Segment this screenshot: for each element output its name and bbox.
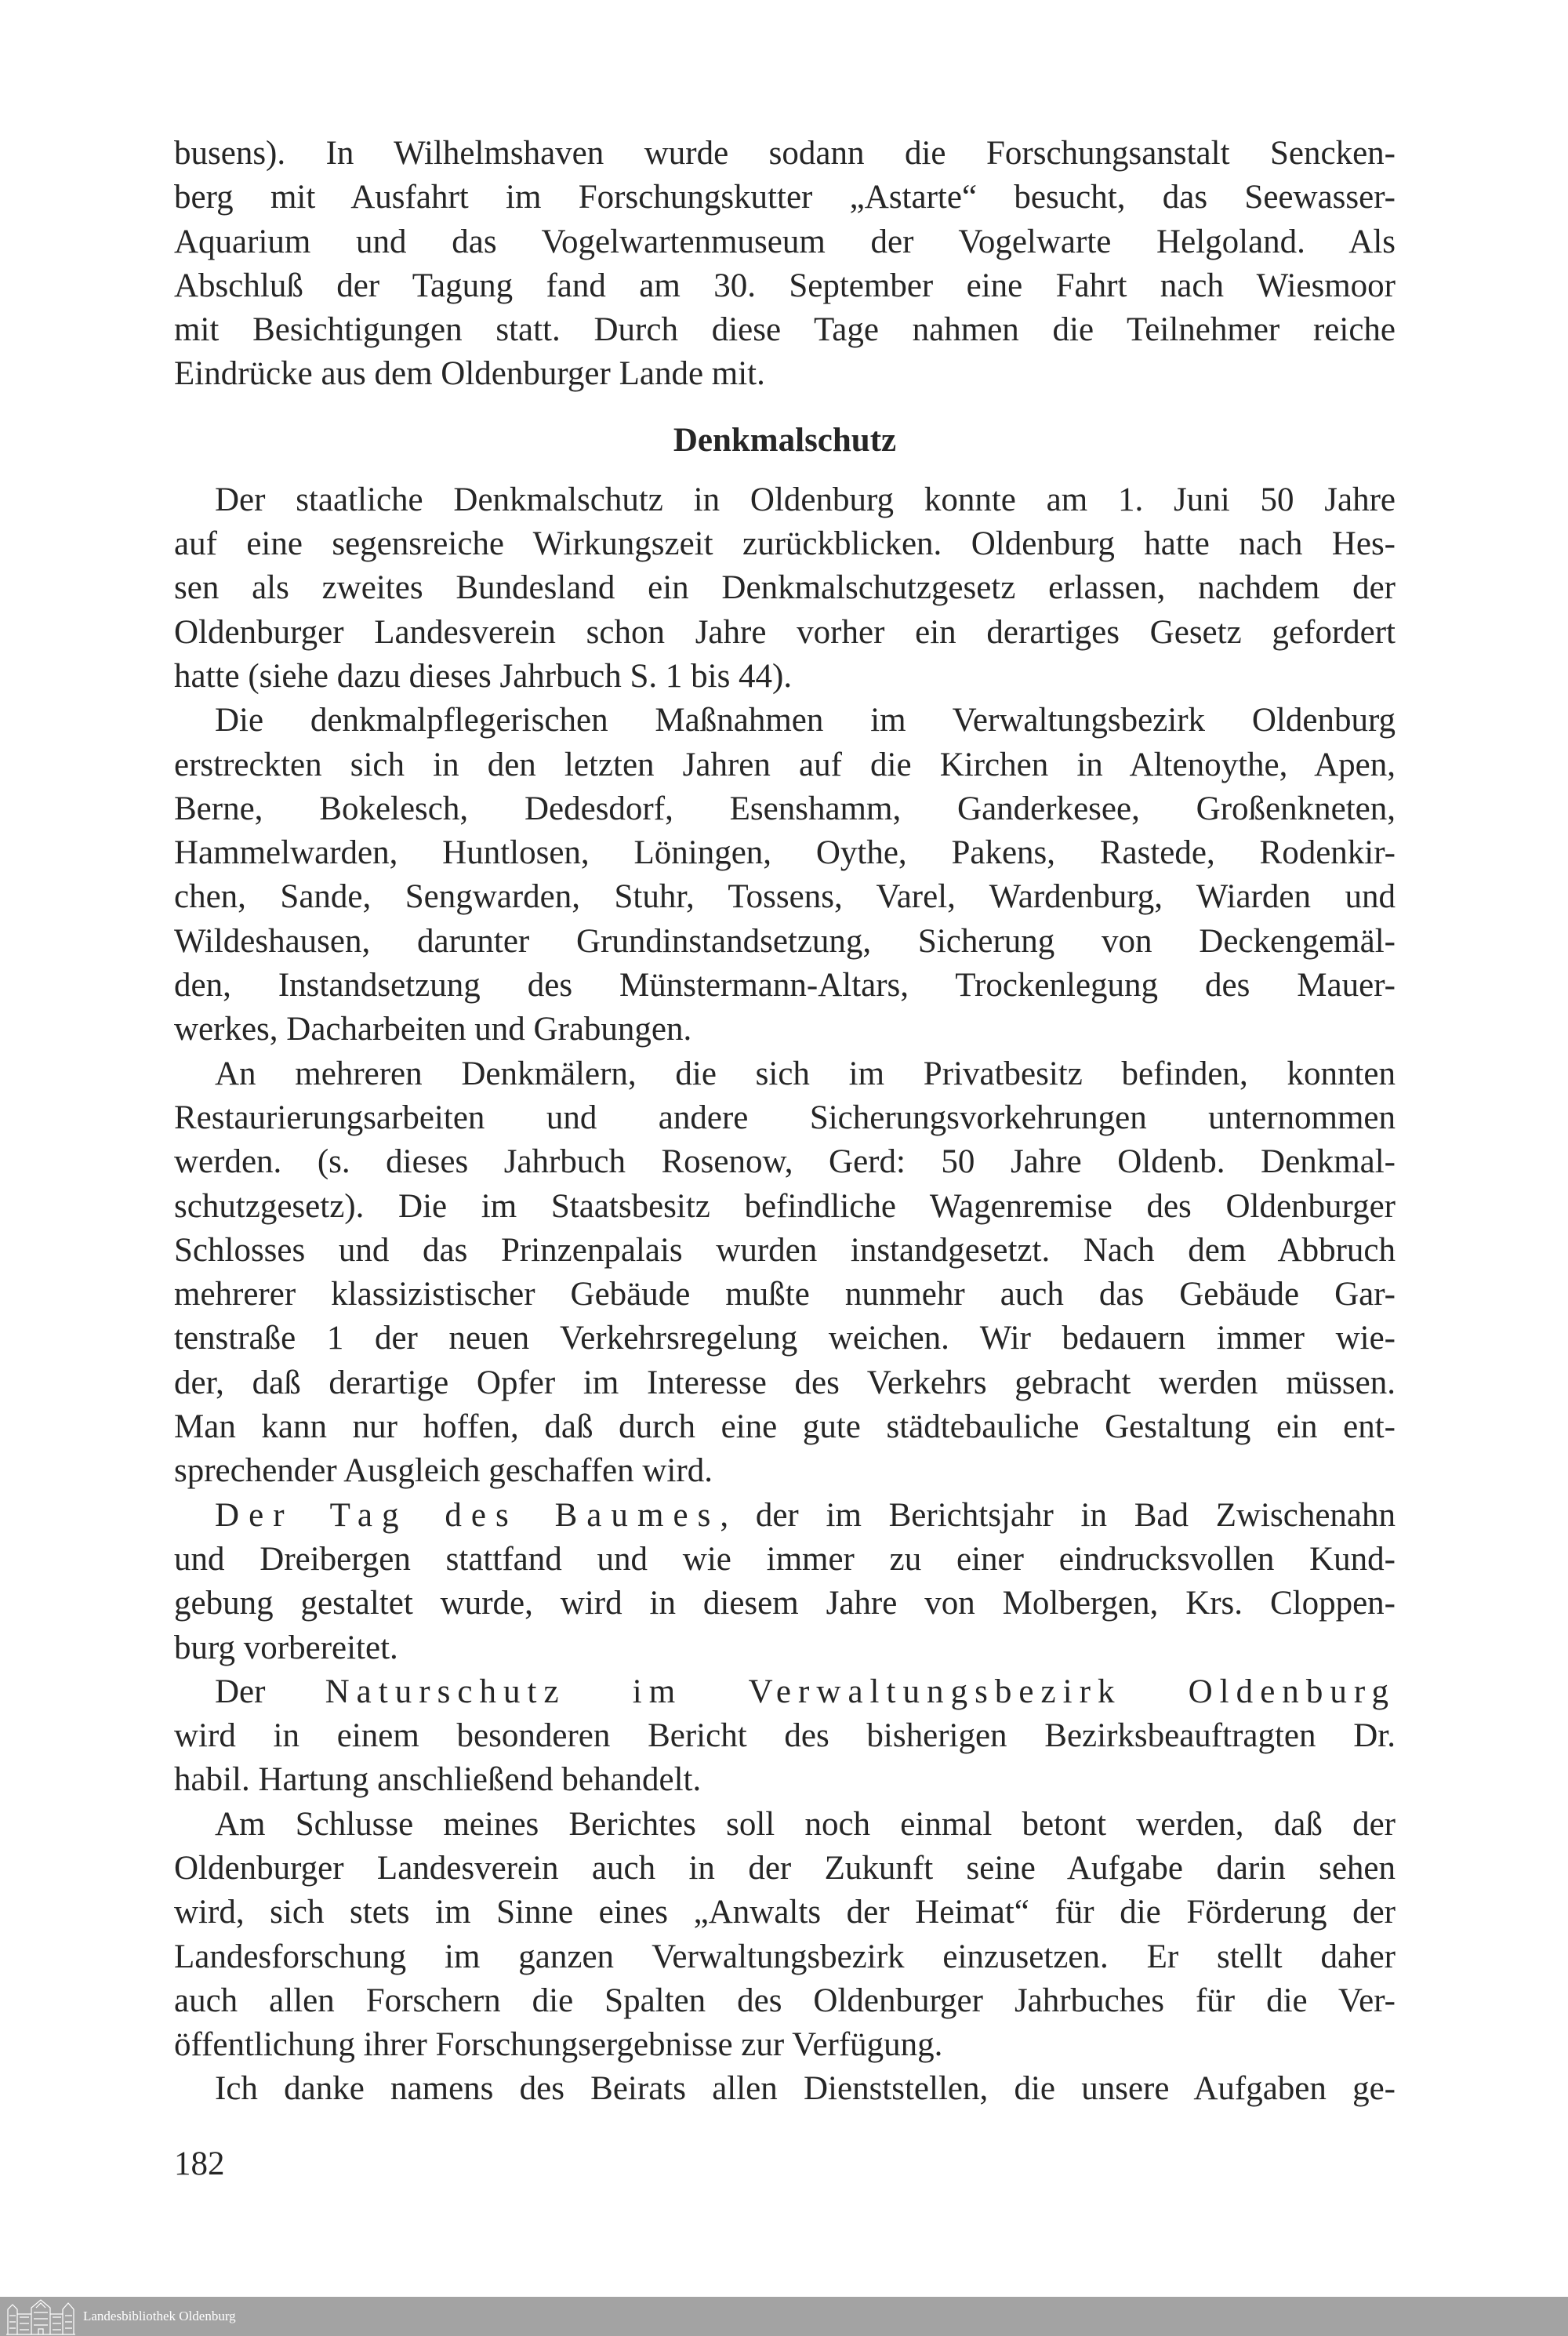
text-line: werkes, Dacharbeiten und Grabungen. (174, 1011, 692, 1048)
text-line: Am Schlusse meines Berichtes soll noch einmal betont werden, daß der (215, 1805, 1396, 1843)
text-line: erstreckten sich in den letzten Jahren auf die Kirchen in Altenoythe, Apen, (174, 746, 1396, 783)
text-line: busens). In Wilhelmshaven wurde sodann die Forschungsanstalt Sencken- (174, 135, 1396, 172)
text-line: auch allen Forschern die Spalten des Oldenburger Jahrbuches für die Ver- (174, 1982, 1396, 2019)
paragraph-4 (174, 1494, 1396, 1670)
paragraph-1 (174, 478, 1396, 699)
text-line: berg mit Ausfahrt im Forschungskutter „Astarte“ besucht, das Seewasser- (174, 179, 1396, 216)
footer-bar (0, 2297, 1568, 2336)
text-fragment: Der (215, 1673, 325, 1710)
footer-label: Landesbibliothek Oldenburg (83, 2309, 236, 2323)
text-line: Landesforschung im ganzen Verwaltungsbezirk einzusetzen. Er stellt daher (174, 1938, 1396, 1975)
text-line (174, 1670, 1396, 1714)
text-line: Wildeshausen, darunter Grundinstandsetzung, Sicherung von Deckengemäl- (174, 922, 1396, 960)
page-body (174, 132, 1396, 2112)
text-line: Aquarium und das Vogelwartenmuseum der Vogelwarte Helgoland. Als (174, 223, 1396, 260)
section-heading: Denkmalschutz (673, 421, 897, 459)
text-line: chen, Sande, Sengwarden, Stuhr, Tossens, Varel, Wardenburg, Wiarden und (174, 878, 1396, 916)
text-line: den, Instandsetzung des Münstermann-Altars, Trockenlegung des Mauer- (174, 967, 1396, 1005)
paragraph-6 (174, 1803, 1396, 2068)
text-line: Berne, Bokelesch, Dedesdorf, Esenshamm, Ganderkesee, Großenkneten, (174, 790, 1396, 827)
text-line (174, 1494, 1396, 1538)
paragraph-5 (174, 1670, 1396, 1803)
text-line: mit Besichtigungen statt. Durch diese Tage nahmen die Teilnehmer reiche (174, 311, 1396, 349)
text-line: werden. (s. dieses Jahrbuch Rosenow, Gerd: 50 Jahre Oldenb. Denkmal- (174, 1143, 1396, 1181)
text-line: mehrerer klassizistischer Gebäude mußte nunmehr auch das Gebäude Gar- (174, 1276, 1396, 1313)
text-line: sprechender Ausgleich geschaffen wird. (174, 1452, 713, 1490)
text-line: burg vorbereitet. (174, 1629, 398, 1666)
paragraph-3 (174, 1052, 1396, 1494)
text-line: Man kann nur hoffen, daß durch eine gute städtebauliche Gestaltung ein ent- (174, 1408, 1396, 1446)
text-line: Eindrücke aus dem Oldenburger Lande mit. (174, 355, 765, 393)
text-line: Restaurierungsarbeiten und andere Sicherungsvorkehrungen unternommen (174, 1099, 1396, 1136)
text-line: Abschluß der Tagung fand am 30. September eine Fahrt nach Wiesmoor (174, 267, 1396, 304)
text-line: wird in einem besonderen Bericht des bisherigen Bezirksbeauftragten Dr. (174, 1717, 1396, 1755)
text-line: Die denkmalpflegerischen Maßnahmen im Verwaltungsbezirk Oldenburg (215, 702, 1396, 739)
paragraph-7 (174, 2067, 1396, 2111)
text-line: Oldenburger Landesverein auch in der Zukunft seine Aufgabe darin sehen (174, 1849, 1396, 1887)
intro-paragraph (174, 132, 1396, 397)
paragraph-2 (174, 699, 1396, 1052)
text-line: habil. Hartung anschließend behandelt. (174, 1761, 702, 1799)
text-line: Hammelwarden, Huntlosen, Löningen, Oythe, Pakens, Rastede, Rodenkir- (174, 834, 1396, 872)
text-line: der, daß derartige Opfer im Interesse des Verkehrs gebracht werden müssen. (174, 1364, 1396, 1401)
text-line: wird, sich stets im Sinne eines „Anwalts der Heimat“ für die Förderung der (174, 1894, 1396, 1931)
emphasized-term: Naturschutz im Verwaltungsbezirk Oldenburg (325, 1673, 1396, 1710)
library-building-icon (5, 2298, 77, 2336)
text-line: Schlosses und das Prinzenpalais wurden instandgesetzt. Nach dem Abbruch (174, 1231, 1396, 1269)
text-line: An mehreren Denkmälern, die sich im Privatbesitz befinden, konnten (215, 1055, 1396, 1092)
text-line: auf eine segensreiche Wirkungszeit zurückblicken. Oldenburg hatte nach Hes- (174, 525, 1396, 563)
text-line: gebung gestaltet wurde, wird in diesem Jahre von Molbergen, Krs. Cloppen- (174, 1585, 1396, 1622)
text-line: Der staatliche Denkmalschutz in Oldenburg konnte am 1. Juni 50 Jahre (215, 481, 1396, 518)
emphasized-term: Der Tag des Baumes (215, 1496, 720, 1534)
text-line: sen als zweites Bundesland ein Denkmalschutzgesetz erlassen, nachdem der (174, 569, 1396, 607)
text-line: Ich danke namens des Beirats allen Dienststellen, die unsere Aufgaben ge- (215, 2070, 1396, 2108)
text-line: öffentlichung ihrer Forschungsergebnisse zur Verfügung. (174, 2026, 943, 2064)
text-line: schutzgesetz). Die im Staatsbesitz befindliche Wagenremise des Oldenburger (174, 1187, 1396, 1225)
text-line: und Dreibergen stattfand und wie immer zu einer eindrucksvollen Kund- (174, 1540, 1396, 1578)
text-line: Oldenburger Landesverein schon Jahre vorher ein derartiges Gesetz gefordert (174, 613, 1396, 651)
text-line: tenstraße 1 der neuen Verkehrsregelung weichen. Wir bedauern immer wie- (174, 1320, 1396, 1357)
page-number: 182 (174, 2145, 225, 2182)
text-line: hatte (siehe dazu dieses Jahrbuch S. 1 bis 44). (174, 657, 793, 695)
text-fragment: , der im Berichtsjahr in Bad Zwischenahn (720, 1496, 1396, 1534)
